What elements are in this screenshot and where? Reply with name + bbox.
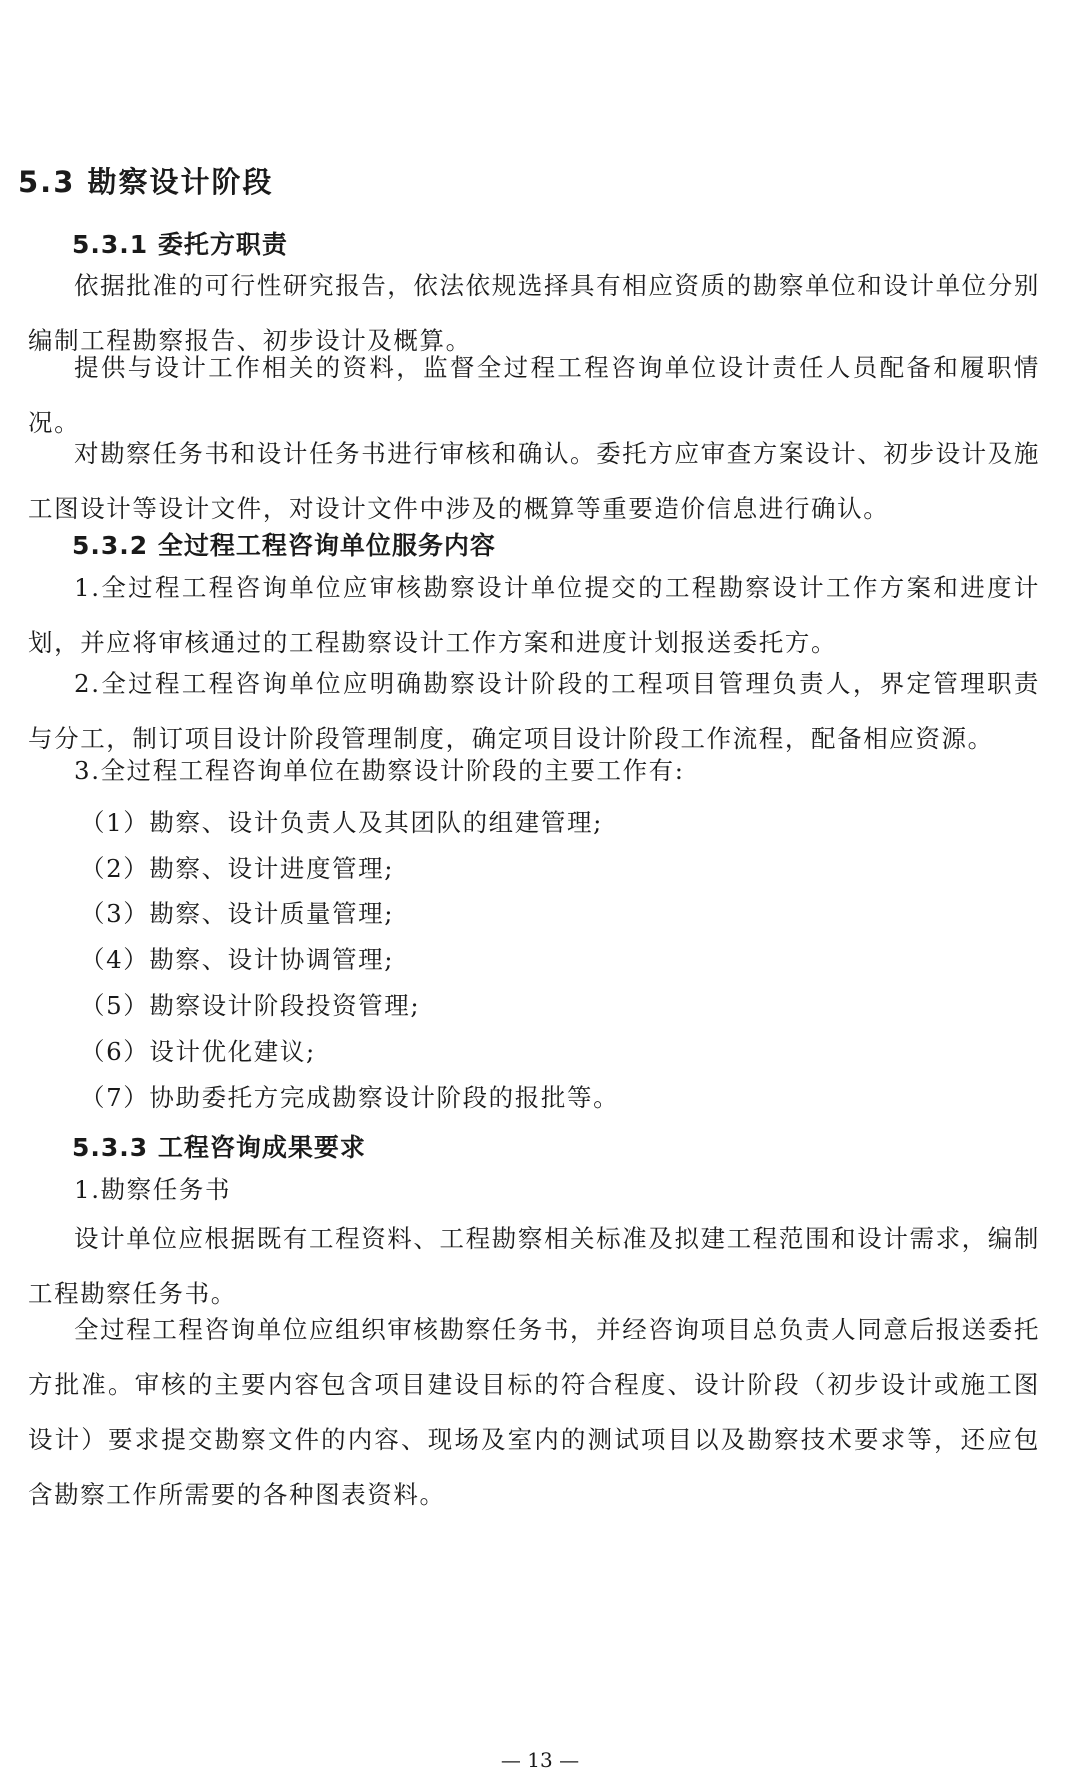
paragraph: 3.全过程工程咨询单位在勘察设计阶段的主要工作有:: [74, 756, 685, 785]
subsection-heading-5-3-3: 5.3.3 工程咨询成果要求: [72, 1133, 366, 1162]
paragraph: 2.全过程工程咨询单位应明确勘察设计阶段的工程项目管理负责人，界定管理职责与分工，制订项目设计阶段管理制度，确定项目设计阶段工作流程，配备相应资源。: [28, 669, 1040, 753]
list-item: （5）勘察设计阶段投资管理;: [80, 991, 421, 1020]
paragraph: 1.勘察任务书: [74, 1175, 232, 1204]
list-item: （3）勘察、设计质量管理;: [80, 899, 395, 928]
paragraph: 依据批准的可行性研究报告，依法依规选择具有相应资质的勘察单位和设计单位分别编制工程勘察报告、初步设计及概算。: [28, 271, 1040, 355]
subsection-heading-5-3-2: 5.3.2 全过程工程咨询单位服务内容: [72, 531, 496, 560]
paragraph: 1.全过程工程咨询单位应审核勘察设计单位提交的工程勘察设计工作方案和进度计划，并应将审核通过的工程勘察设计工作方案和进度计划报送委托方。: [28, 573, 1040, 657]
paragraph: 提供与设计工作相关的资料，监督全过程工程咨询单位设计责任人员配备和履职情况。: [28, 353, 1040, 437]
paragraph: 全过程工程咨询单位应组织审核勘察任务书，并经咨询项目总负责人同意后报送委托方批准。审核的主要内容包含项目建设目标的符合程度、设计阶段（初步设计或施工图设计）要求提交勘察文件的内容、现场及室内的测试项目以及勘察技术要求等，还应包含勘察工作所需要的各种图表资料。: [28, 1315, 1040, 1509]
page-number: — 13 —: [500, 1748, 580, 1772]
list-item: （1）勘察、设计负责人及其团队的组建管理;: [80, 808, 603, 837]
list-item: （7）协助委托方完成勘察设计阶段的报批等。: [80, 1083, 620, 1112]
section-heading: 5.3 勘察设计阶段: [18, 165, 274, 199]
list-item: （6）设计优化建议;: [80, 1037, 316, 1066]
list-item: （2）勘察、设计进度管理;: [80, 854, 395, 883]
paragraph: 对勘察任务书和设计任务书进行审核和确认。委托方应审查方案设计、初步设计及施工图设计等设计文件，对设计文件中涉及的概算等重要造价信息进行确认。: [28, 439, 1040, 523]
subsection-heading-5-3-1: 5.3.1 委托方职责: [72, 230, 288, 259]
list-item: （4）勘察、设计协调管理;: [80, 945, 395, 974]
paragraph: 设计单位应根据既有工程资料、工程勘察相关标准及拟建工程范围和设计需求，编制工程勘察任务书。: [28, 1224, 1040, 1308]
